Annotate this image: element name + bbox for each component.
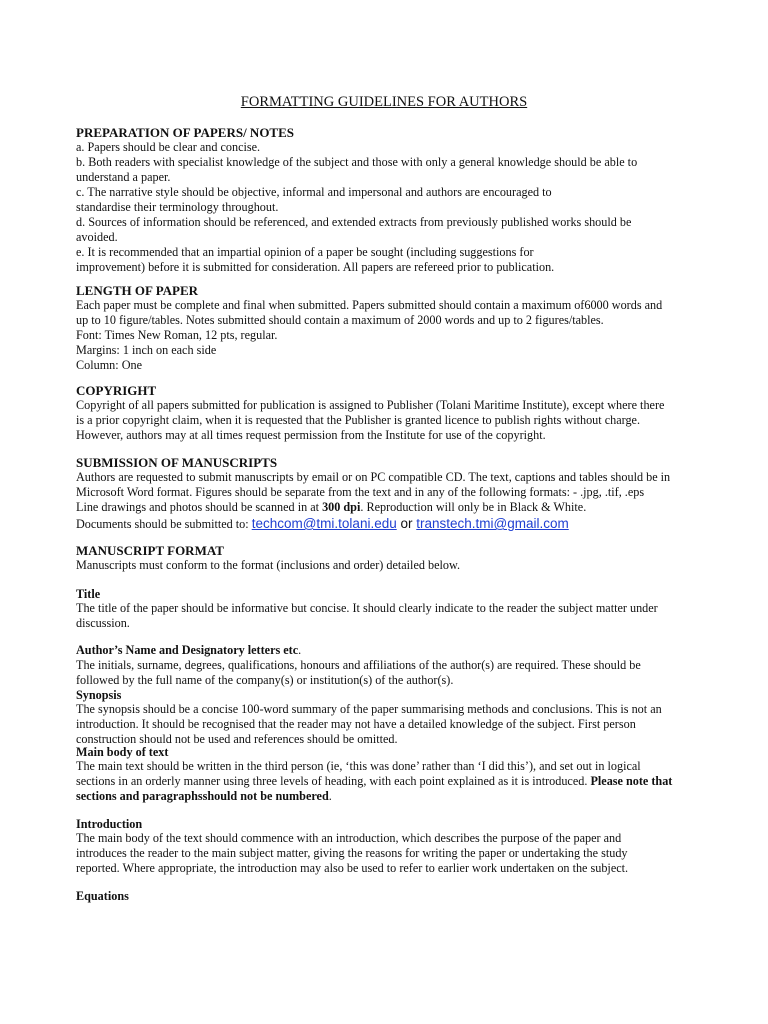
subsection-heading: Synopsis (76, 688, 122, 702)
section-equations (76, 889, 696, 903)
text-line (76, 515, 696, 533)
section-heading: PREPARATION OF PAPERS/ NOTES (76, 125, 295, 140)
text-line: up to 10 figure/tables. Notes submitted should contain a maximum of 2000 words and up to 2 figures/tables. (76, 313, 604, 327)
text-line: a. Papers should be clear and concise. (76, 140, 261, 154)
section-heading: MANUSCRIPT FORMAT (76, 543, 224, 558)
email-link-transtech[interactable]: transtech.tmi@gmail.com (416, 516, 569, 531)
text-line: followed by the full name of the company(s) or institution(s) of the author(s). (76, 673, 454, 687)
text-fragment: or (396, 516, 417, 531)
section-heading: SUBMISSION OF MANUSCRIPTS (76, 455, 278, 470)
subsection-heading: Equations (76, 889, 129, 903)
text-line: introduction. It should be recognised that the reader may not have a detailed knowledge of the subject. First person (76, 717, 636, 731)
section-title (76, 587, 696, 631)
text-line: Font: Times New Roman, 12 pts, regular. (76, 328, 278, 342)
text-line (76, 789, 696, 804)
text-line: Each paper must be complete and final when submitted. Papers submitted should contain a maximum of6000 words and (76, 298, 663, 312)
section-length (76, 283, 696, 373)
text-line: discussion. (76, 616, 130, 630)
text-line: is a prior copyright claim, when it is requested that the Publisher is granted licence to publish rights without charge. (76, 413, 640, 427)
section-copyright (76, 383, 696, 443)
text-fragment: . (328, 789, 332, 803)
subsection-heading: Title (76, 587, 101, 601)
text-fragment: Documents should be submitted to: (76, 517, 252, 531)
section-heading: LENGTH OF PAPER (76, 283, 199, 298)
text-line: improvement) before it is submitted for consideration. All papers are refereed prior to publication. (76, 260, 555, 274)
text-line: The main body of the text should commence with an introduction, which describes the purpose of the paper and (76, 831, 622, 845)
text-line: avoided. (76, 230, 118, 244)
subsection-heading: Introduction (76, 817, 143, 831)
resolution-value: 300 dpi (322, 500, 361, 514)
text-line: Column: One (76, 358, 143, 372)
text-line: e. It is recommended that an impartial opinion of a paper be sought (including suggestions for (76, 245, 534, 259)
section-preparation (76, 125, 696, 275)
emphasis-text: sections and paragraphsshould not be numbered (76, 789, 329, 803)
text-line (76, 774, 696, 789)
text-line: reported. Where appropriate, the introduction may also be used to refer to earlier work undertaken on the subject. (76, 861, 629, 875)
subsection-heading-line (76, 643, 696, 658)
text-line: Copyright of all papers submitted for publication is assigned to Publisher (Tolani Maritime Institute), except where there (76, 398, 665, 412)
text-fragment: . Reproduction will only be in Black & White. (360, 500, 587, 514)
text-fragment: sections in an orderly manner using three levels of heading, with each point explained as it is introduced. (76, 774, 591, 788)
emphasis-text: Please note that (590, 774, 673, 788)
section-synopsis (76, 688, 696, 747)
email-link-techcom[interactable]: techcom@tmi.tolani.edu (251, 516, 397, 531)
text-fragment: . (298, 643, 302, 657)
text-line: The synopsis should be a concise 100-word summary of the paper summarising methods and conclusions. This is not an (76, 702, 662, 716)
section-main-body (76, 745, 696, 804)
text-line: Manuscripts must conform to the format (inclusions and order) detailed below. (76, 558, 461, 572)
section-heading: COPYRIGHT (76, 383, 157, 398)
text-line: understand a paper. (76, 170, 171, 184)
text-line: The main text should be written in the third person (ie, ‘this was done’ rather than ‘I did this’), and set out in logical (76, 759, 641, 773)
text-line: d. Sources of information should be referenced, and extended extracts from previously published works should be (76, 215, 632, 229)
text-line: However, authors may at all times request permission from the Institute for use of the copyright. (76, 428, 546, 442)
subsection-heading: Main body of text (76, 745, 169, 759)
text-line: construction should not be used and references should be omitted. (76, 732, 398, 746)
section-author (76, 643, 696, 688)
text-line: b. Both readers with specialist knowledge of the subject and those with only a general knowledge should be able to (76, 155, 638, 169)
section-submission (76, 455, 696, 533)
text-line: The initials, surname, degrees, qualifications, honours and affiliations of the author(s) are required. These should be (76, 658, 641, 672)
text-line: standardise their terminology throughout. (76, 200, 279, 214)
text-line: c. The narrative style should be objective, informal and impersonal and authors are encouraged to (76, 185, 552, 199)
text-line: Microsoft Word format. Figures should be separate from the text and in any of the following formats: - .jpg, .tif, .eps (76, 485, 645, 499)
subsection-heading: Author’s Name and Designatory letters etc (76, 643, 299, 657)
text-line (76, 500, 696, 515)
text-fragment: Line drawings and photos should be scanned in at (76, 500, 323, 514)
text-line: The title of the paper should be informative but concise. It should clearly indicate to the reader the subject matter under (76, 601, 658, 615)
section-introduction (76, 817, 696, 876)
text-line: Margins: 1 inch on each side (76, 343, 217, 357)
document-title: FORMATTING GUIDELINES FOR AUTHORS (240, 94, 528, 110)
section-format (76, 543, 696, 573)
text-line: introduces the reader to the main subject matter, giving the reasons for writing the paper or undertaking the study (76, 846, 628, 860)
text-line: Authors are requested to submit manuscripts by email or on PC compatible CD. The text, captions and tables should be in (76, 470, 671, 484)
